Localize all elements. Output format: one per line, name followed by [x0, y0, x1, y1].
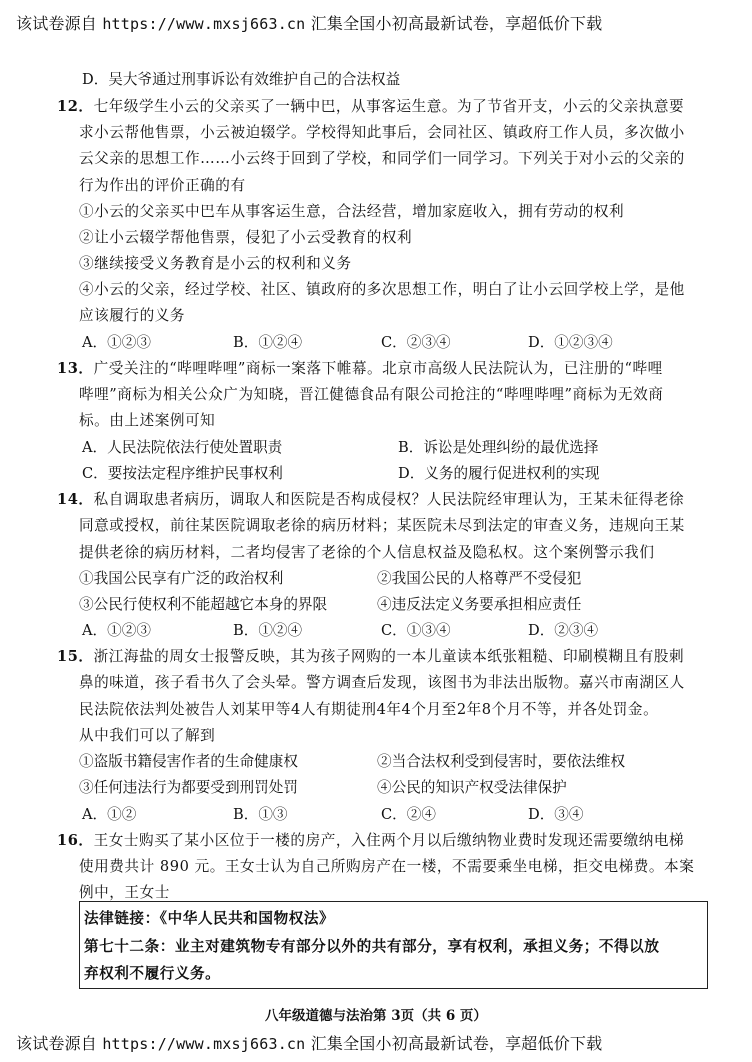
q14-option-a[interactable]: A．①②③	[82, 622, 151, 639]
legal-link-title: 法律链接：《中华人民共和国物权法》	[84, 910, 335, 927]
source-banner-bottom	[16, 1031, 602, 1054]
legal-link-box	[79, 901, 708, 989]
q14-statement-2: ②我国公民的人格尊严不受侵犯	[377, 570, 582, 587]
banner-url-link[interactable]: https://www.mxsj663.cn	[102, 1035, 306, 1053]
q12-option-c[interactable]: C．②③④	[381, 334, 451, 351]
source-banner-top	[16, 11, 602, 34]
q15-option-c[interactable]: C．②④	[381, 806, 436, 823]
q12-statement-4: ④小云的父亲，经过学校、社区、镇政府的多次思想工作，明白了让小云回学校上学，是他	[79, 281, 685, 298]
q13-line-3: 标。由上述案例可知	[79, 412, 216, 429]
q12-line-3: 云父亲的思想工作……小云终于回到了学校，和同学们一同学习。下列关于对小云的父亲的	[79, 150, 685, 167]
q12-statement-3: ③继续接受义务教育是小云的权利和义务	[79, 255, 352, 272]
q16-number: 16．	[57, 832, 94, 849]
q13-option-b[interactable]: B．诉讼是处理纠纷的最优选择	[398, 439, 599, 456]
q13-option-c[interactable]: C．要按法定程序维护民事权利	[82, 465, 283, 482]
q14-line-2: 同意或授权，前往某医院调取老徐的病历材料；某医院未尽到法定的审查义务，违规向王某	[79, 517, 685, 534]
q14-option-c[interactable]: C．①③④	[381, 622, 451, 639]
q16-line-3: 例中，王女士	[79, 884, 170, 901]
q14-statement-4: ④违反法定义务要承担相应责任	[377, 596, 582, 613]
q14-number: 14．	[57, 491, 94, 508]
q14-option-d[interactable]: D．②③④	[528, 622, 599, 639]
banner-prefix: 该试卷源自	[16, 14, 98, 33]
banner-prefix: 该试卷源自	[16, 1034, 98, 1053]
banner-suffix: 汇集全国小初高最新试卷，享超低价下载	[310, 1034, 603, 1053]
q15-line-2: 鼻的味道，孩子看书久了会头晕。警方调查后发现，该图书为非法出版物。嘉兴市南湖区人	[79, 674, 685, 691]
q14-line-1: 14．私自调取患者病历，调取人和医院是否构成侵权？人民法院经审理认为，王某未征得老徐	[57, 491, 685, 508]
q15-statement-2: ②当合法权利受到侵害时，要依法维权	[377, 753, 626, 770]
q15-option-d[interactable]: D．③④	[528, 806, 584, 823]
q13-number: 13．	[57, 360, 94, 377]
q13-line-2: 哔哩”商标为相关公众广为知晓，晋江健德食品有限公司抢注的“哔哩哔哩”商标为无效商	[79, 386, 664, 403]
q16-line-1: 16．王女士购买了某小区位于一楼的房产，入住两个月以后缴纳物业费时发现还需要缴纳电梯	[57, 832, 685, 849]
q15-option-a[interactable]: A．①②	[82, 806, 137, 823]
q15-line-1: 15．浙江海盐的周女士报警反映，其为孩子网购的一本儿童读本纸张粗糙、印刷模糊且有股刺	[57, 648, 685, 665]
q12-option-d[interactable]: D．①②③④	[528, 334, 613, 351]
q12-line-1: 12．七年级学生小云的父亲买了一辆中巴，从事客运生意。为了节省开支，小云的父亲执意要	[57, 98, 685, 115]
q15-statement-4: ④公民的知识产权受法律保护	[377, 779, 567, 796]
q12-line-4: 行为作出的评价正确的有	[79, 177, 246, 194]
q12-option-b[interactable]: B．①②④	[233, 334, 303, 351]
q14-line-3: 提供老徐的病历材料，二者均侵害了老徐的个人信息权益及隐私权。这个案例警示我们	[79, 544, 655, 561]
banner-url-link[interactable]: https://www.mxsj663.cn	[102, 15, 306, 33]
q14-statement-3: ③公民行使权利不能超越它本身的界限	[79, 596, 328, 613]
q13-option-a[interactable]: A．人民法院依法行使处置职责	[82, 439, 283, 456]
q15-number: 15．	[57, 648, 94, 665]
q12-statement-4-cont: 应该履行的义务	[79, 307, 186, 324]
q16-line-2: 使用费共计 890 元。王女士认为自己所购房产在一楼，不需要乘坐电梯，拒交电梯费。本案	[79, 858, 695, 875]
q12-option-a[interactable]: A．①②③	[82, 334, 151, 351]
q14-statement-1: ①我国公民享有广泛的政治权利	[79, 570, 284, 587]
q11-option-d: D．吴大爷通过刑事诉讼有效维护自己的合法权益	[82, 71, 401, 88]
q15-statement-3: ③任何违法行为都要受到刑罚处罚	[79, 779, 298, 796]
q15-line-4: 从中我们可以了解到	[79, 727, 216, 744]
q13-line-1: 13．广受关注的“哔哩哔哩”商标一案落下帷幕。北京市高级人民法院认为，已注册的“哔哩	[57, 360, 663, 377]
legal-article-line-2: 弃权利不履行义务。	[84, 965, 221, 982]
legal-article-line-1: 第七十二条：业主对建筑物专有部分以外的共有部分，享有权利，承担义务；不得以放	[84, 938, 660, 955]
q12-line-2: 求小云帮他售票，小云被迫辍学。学校得知此事后，会同社区、镇政府工作人员，多次做小	[79, 124, 685, 141]
q14-option-b[interactable]: B．①②④	[233, 622, 303, 639]
q12-statement-2: ②让小云辍学帮他售票，侵犯了小云受教育的权利	[79, 229, 413, 246]
q13-option-d[interactable]: D．义务的履行促进权利的实现	[398, 465, 600, 482]
q15-option-b[interactable]: B．①③	[233, 806, 288, 823]
q15-line-3: 民法院依法判处被告人刘某甲等4人有期徒刑4年4个月至2年8个月不等，并各处罚金。	[79, 701, 659, 718]
q12-statement-1: ①小云的父亲买中巴车从事客运生意，合法经营，增加家庭收入，拥有劳动的权利	[79, 203, 625, 220]
q12-number: 12．	[57, 98, 94, 115]
page-footer: 八年级道德与法治第 3页（共 6 页）	[265, 1008, 487, 1024]
banner-suffix: 汇集全国小初高最新试卷，享超低价下载	[310, 14, 603, 33]
q15-statement-1: ①盗版书籍侵害作者的生命健康权	[79, 753, 298, 770]
